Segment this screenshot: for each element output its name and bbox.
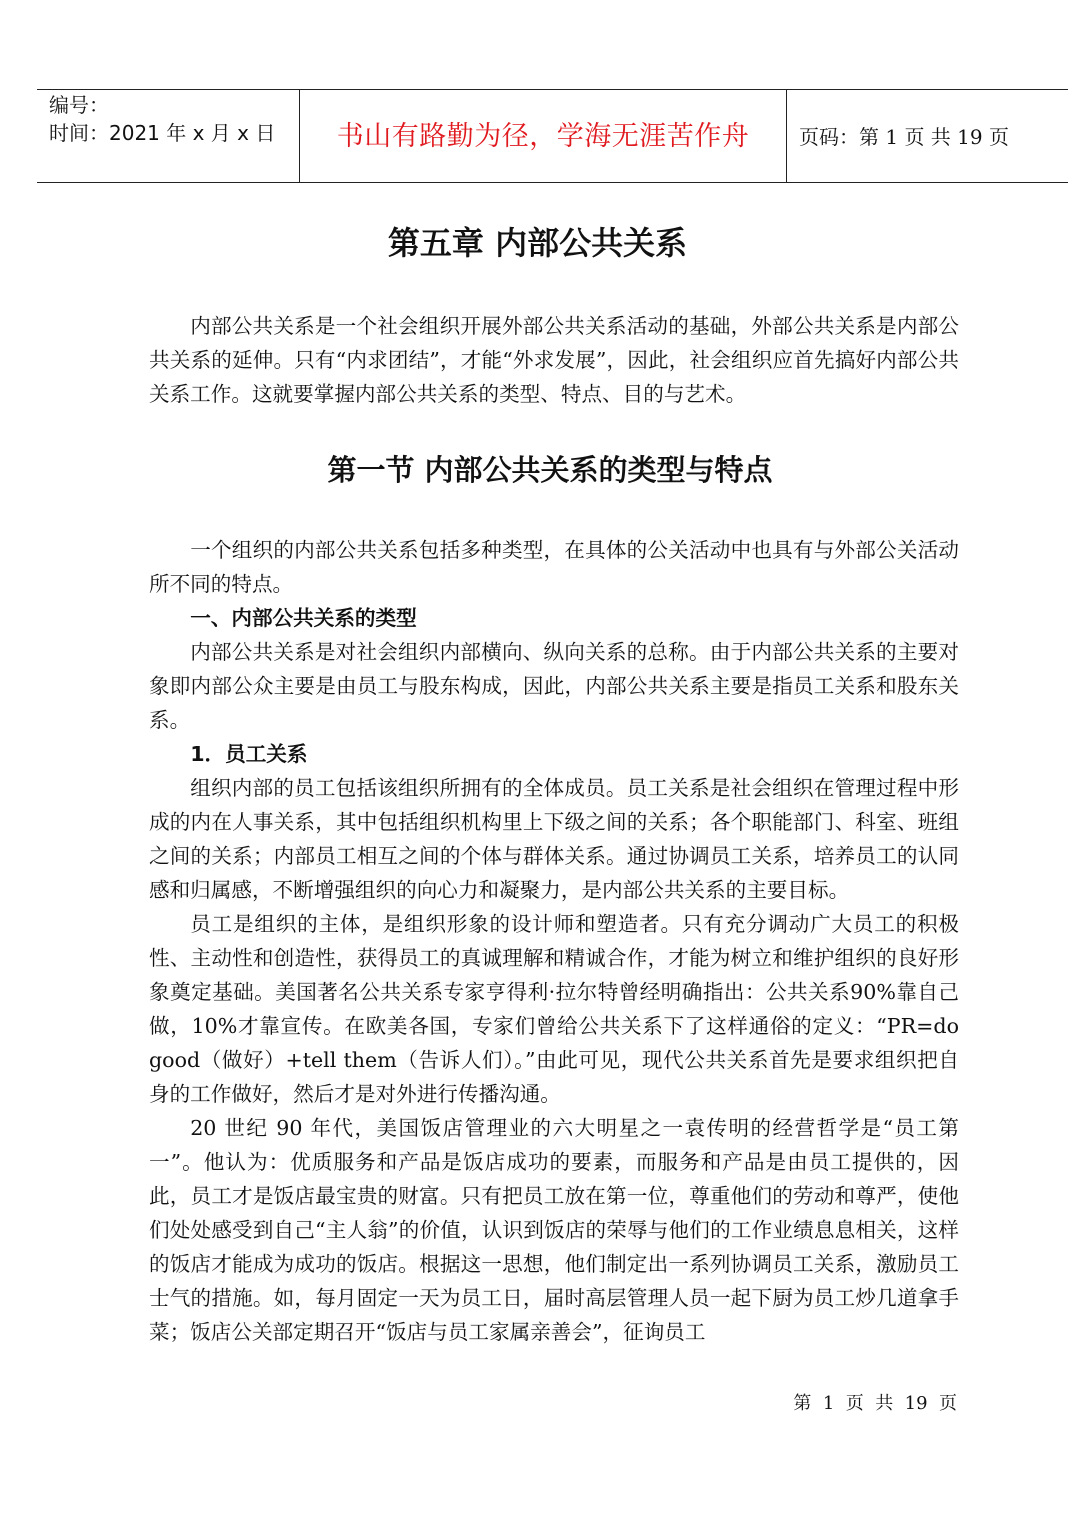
section-title: 第一节 内部公共关系的类型与特点 xyxy=(327,453,773,487)
date-label: 时间：2021 年 x 月 x 日 xyxy=(49,121,276,145)
page-footer: 第 1 页 共 19 页 xyxy=(793,1393,957,1414)
header-page-cell xyxy=(787,90,1067,182)
body-text xyxy=(149,533,959,1349)
header-motto-cell xyxy=(300,90,787,182)
body-paragraph: 员工是组织的主体，是组织形象的设计师和塑造者。只有充分调动广大员工的积极性、主动性和创造性，获得员工的真诚理解和精诚合作，才能为树立和维护组织的良好形象奠定基础。美国著名公共关系专家亨得利·拉尔特曾经明确指出：公共关系90%靠自己做，10%才靠宣传。在欧美各国，专家们曾给公共关系下了这样通俗的定义：“PR=do good（做好）+tell them（告诉人们）。”由此可见，现代公共关系首先是要求组织把自身的工作做好，然后才是对外进行传播沟通。 xyxy=(149,912,959,1106)
body-paragraph: 一个组织的内部公共关系包括多种类型，在具体的公关活动中也具有与外部公关活动所不同的特点。 xyxy=(149,538,959,596)
body-paragraph: 内部公共关系是对社会组织内部横向、纵向关系的总称。由于内部公共关系的主要对象即内部公众主要是由员工与股东构成，因此，内部公共关系主要是指员工关系和股东关系。 xyxy=(149,640,959,732)
page-number-label: 页码：第 1 页 共 19 页 xyxy=(799,125,1009,149)
body-paragraph: 组织内部的员工包括该组织所拥有的全体成员。员工关系是社会组织在管理过程中形成的内在人事关系，其中包括组织机构里上下级之间的关系；各个职能部门、科室、班组之间的关系；内部员工相互之间的个体与群体关系。通过协调员工关系，培养员工的认同感和归属感，不断增强组织的向心力和凝聚力，是内部公共关系的主要目标。 xyxy=(149,776,959,902)
intro-paragraph: 内部公共关系是一个社会组织开展外部公共关系活动的基础，外部公共关系是内部公共关系的延伸。只有“内求团结”，才能“外求发展”，因此，社会组织应首先搞好内部公共关系工作。这就要掌握内部公共关系的类型、特点、目的与艺术。 xyxy=(149,314,959,406)
subsection-heading: 一、内部公共关系的类型 xyxy=(190,606,417,630)
intro-block xyxy=(149,309,959,411)
page-header xyxy=(37,89,1068,183)
chapter-title: 第五章 内部公共关系 xyxy=(387,224,688,262)
subsection-heading: 1．员工关系 xyxy=(190,742,308,766)
body-paragraph: 20 世纪 90 年代，美国饭店管理业的六大明星之一袁传明的经营哲学是“员工第一”。他认为：优质服务和产品是饭店成功的要素，而服务和产品是由员工提供的，因此，员工才是饭店最宝贵的财富。只有把员工放在第一位，尊重他们的劳动和尊严，使他们处处感受到自己“主人翁”的价值，认识到饭店的荣辱与他们的工作业绩息息相关，这样的饭店才能成为成功的饭店。根据这一思想，他们制定出一系列协调员工关系，激励员工士气的措施。如，每月固定一天为员工日，届时高层管理人员一起下厨为员工炒几道拿手菜；饭店公关部定期召开“饭店与员工家属亲善会”，征询员工 xyxy=(149,1116,959,1344)
header-info-cell xyxy=(37,90,300,182)
document-number-label: 编号： xyxy=(49,93,109,117)
motto-text: 书山有路勤为径，学海无涯苦作舟 xyxy=(336,121,750,152)
